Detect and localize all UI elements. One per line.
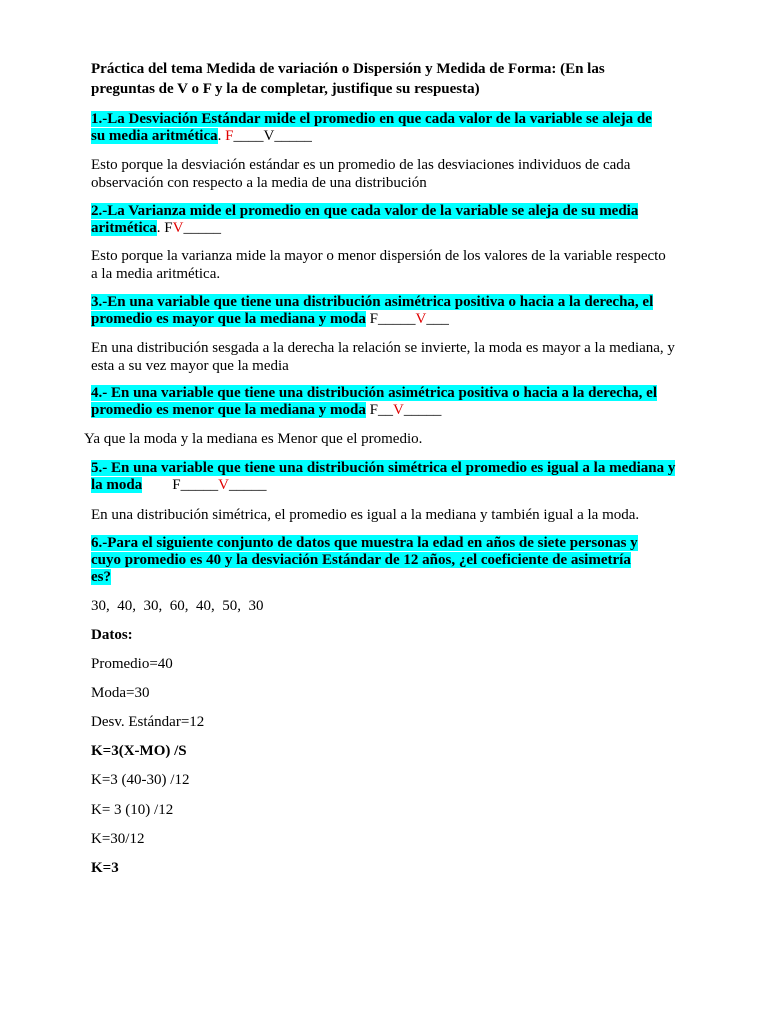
question-5-line-2: la moda <box>91 477 143 493</box>
desv-value: Desv. Estándar=12 <box>91 714 205 730</box>
question-2-line-1: 2.-La Varianza mide el promedio en que cada valor de la variable se aleja de su media <box>91 203 639 219</box>
question-6-line-2: cuyo promedio es 40 y la desviación Estándar de 12 años, ¿el coeficiente de asimetría <box>91 552 631 568</box>
answer-3 <box>91 339 675 375</box>
formula-step-1: K=3 (40-30) /12 <box>91 772 190 788</box>
question-1-suffix: . <box>217 128 226 144</box>
question-4-line-1: 4.- En una variable que tiene una distribución asimétrica positiva o hacia a la derecha, el <box>91 385 657 401</box>
question-6 <box>91 535 638 586</box>
moda-value: Moda=30 <box>91 685 150 701</box>
question-5-line-1: 5.- En una variable que tiene una distribución simétrica el promedio es igual a la mediana y <box>91 460 676 476</box>
question-2-mark-rest: _____ <box>183 220 221 236</box>
question-4-line-2: promedio es menor que la mediana y moda <box>91 402 366 418</box>
formula: K=3(X-MO) /S <box>91 743 187 759</box>
answer-5-line-1: En una distribución simétrica, el promedio es igual a la mediana y también igual a la moda. <box>91 507 640 523</box>
document-title <box>91 59 691 99</box>
question-1-line-2: su media aritmética <box>91 128 218 144</box>
question-3-line-2: promedio es mayor que la mediana y moda <box>91 311 366 327</box>
question-4 <box>91 385 657 419</box>
answer-2-line-2: a la media aritmética. <box>91 266 221 282</box>
question-1-mark-f: F <box>225 128 234 144</box>
title-line-1: Práctica del tema Medida de variación o Dispersión y Medida de Forma: (En las <box>91 61 605 77</box>
answer-1 <box>91 156 630 192</box>
question-1-line-1: 1.-La Desviación Estándar mide el promedio en que cada valor de la variable se aleja de <box>91 111 652 127</box>
question-5-suffix: F_____ <box>142 477 219 493</box>
question-2 <box>91 203 638 237</box>
answer-5 <box>91 506 639 524</box>
answer-1-line-2: observación con respecto a la media de una distribución <box>91 175 427 191</box>
answer-4 <box>84 430 422 448</box>
datos-label: Datos: <box>91 627 133 643</box>
question-3 <box>91 294 653 328</box>
promedio-value: Promedio=40 <box>91 656 173 672</box>
formula-result: K=3 <box>91 860 119 876</box>
question-4-suffix: F__ <box>365 402 393 418</box>
question-4-mark-v: V <box>392 402 404 418</box>
dataset-values: 30, 40, 30, 60, 40, 50, 30 <box>91 598 264 614</box>
question-5 <box>91 460 675 494</box>
formula-step-2: K= 3 (10) /12 <box>91 802 174 818</box>
answer-3-line-2: esta a su vez mayor que la media <box>91 358 289 374</box>
question-2-suffix: . F <box>156 220 173 236</box>
question-3-mark-v: V <box>415 311 427 327</box>
question-4-mark-rest: _____ <box>403 402 442 418</box>
question-5-mark-rest: _____ <box>228 477 267 493</box>
question-3-suffix: F_____ <box>365 311 416 327</box>
question-2-line-2: aritmética <box>91 220 157 236</box>
title-line-2: preguntas de V o F y la de completar, justifique su respuesta) <box>91 81 480 97</box>
answer-2 <box>91 247 666 283</box>
question-3-line-1: 3.-En una variable que tiene una distribución asimétrica positiva o hacia a la derecha, el <box>91 294 654 310</box>
question-1-mark-rest: ____V_____ <box>233 128 312 144</box>
answer-4-line-1: Ya que la moda y la mediana es Menor que el promedio. <box>84 431 423 447</box>
question-6-line-1: 6.-Para el siguiente conjunto de datos que muestra la edad en años de siete personas y <box>91 535 638 551</box>
question-5-mark-v: V <box>218 477 229 493</box>
answer-2-line-1: Esto porque la varianza mide la mayor o menor dispersión de los valores de la variable respecto <box>91 248 666 264</box>
answer-1-line-1: Esto porque la desviación estándar es un promedio de las desviaciones individuos de cada <box>91 157 631 173</box>
formula-step-3: K=30/12 <box>91 831 145 847</box>
question-6-line-3: es? <box>91 569 111 585</box>
answer-3-line-1: En una distribución sesgada a la derecha la relación se invierte, la moda es mayor a la mediana, y <box>91 340 675 356</box>
question-3-mark-rest: ___ <box>426 311 449 327</box>
question-1 <box>91 111 652 145</box>
question-2-mark-v: V <box>172 220 184 236</box>
